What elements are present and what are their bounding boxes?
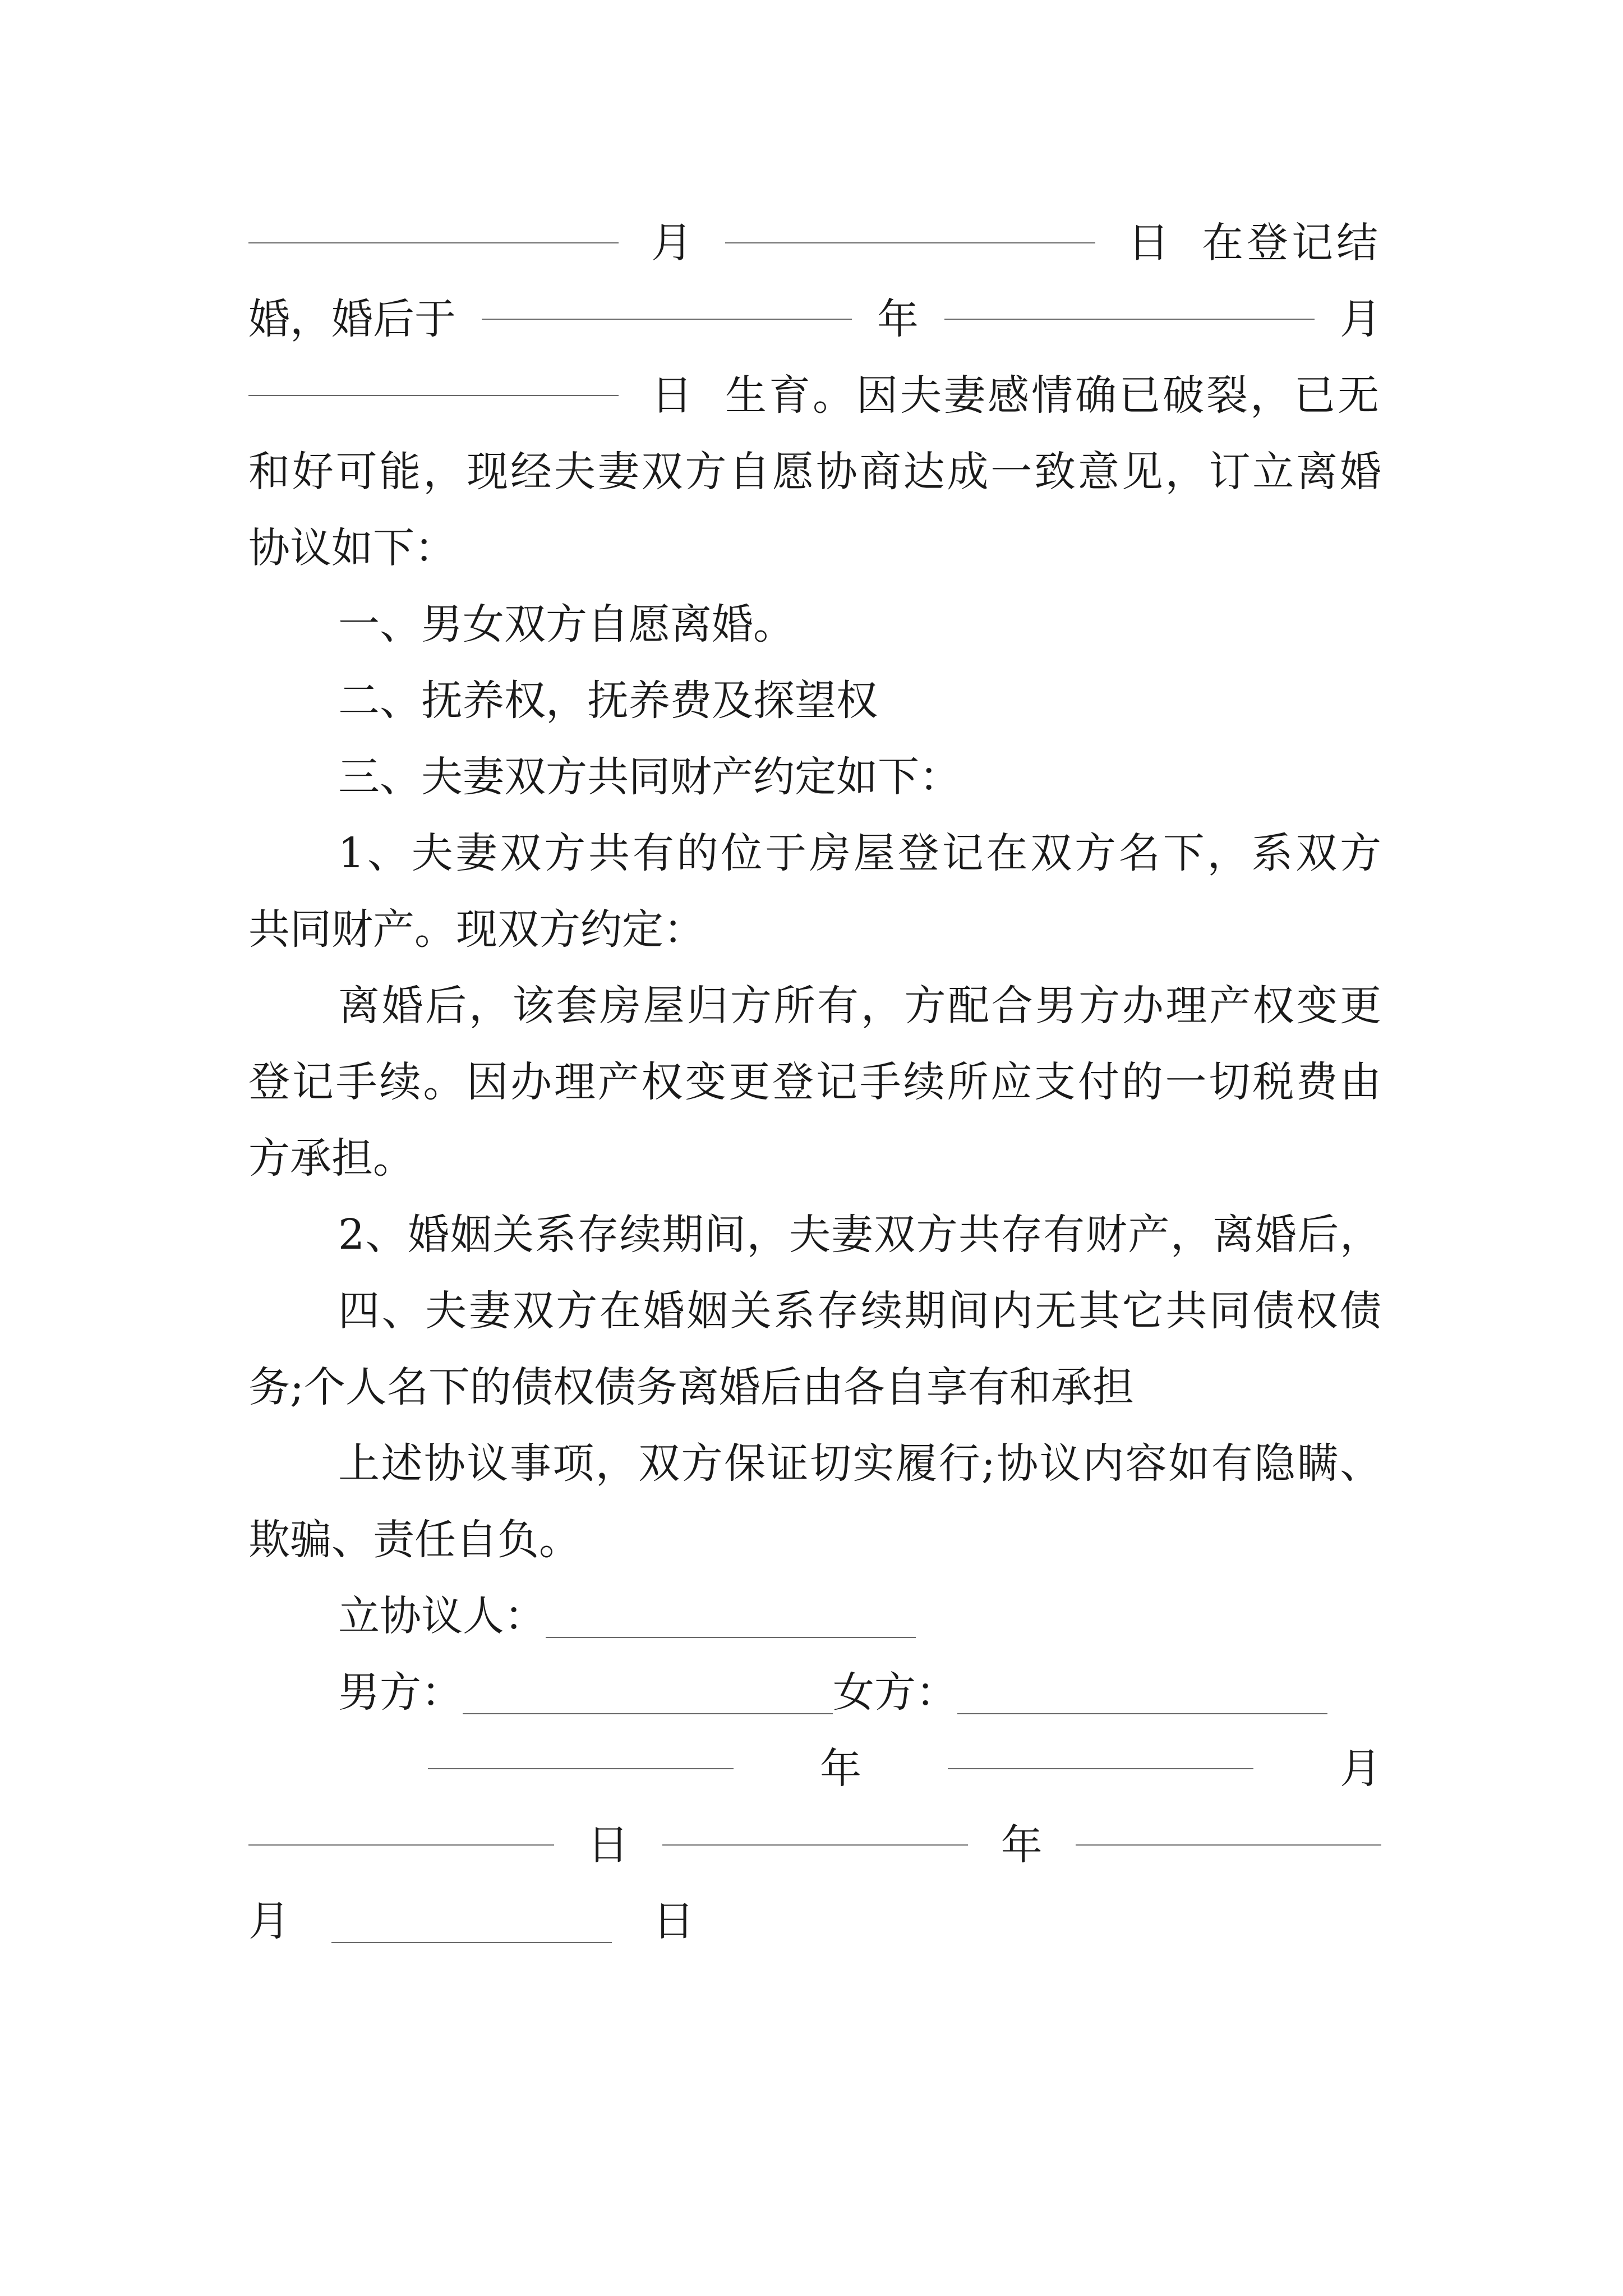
blank-field[interactable] xyxy=(428,1768,734,1769)
parties-line xyxy=(248,1662,1381,1723)
intro-line-3 xyxy=(248,365,1381,426)
male-label: 男方： xyxy=(338,1668,463,1717)
intro-line-4: 和好可能，现经夫妻双方自愿协商达成一致意见，订立离婚 xyxy=(248,448,1381,496)
year-label: 年 xyxy=(1000,1821,1043,1869)
clause-2: 二、抚养权，抚养费及探望权 xyxy=(338,677,878,725)
date-line-2 xyxy=(248,1814,1381,1876)
clause-3: 三、夫妻双方共同财产约定如下： xyxy=(338,753,961,801)
female-label: 女方： xyxy=(833,1668,957,1717)
date-line-3 xyxy=(248,1890,1381,1952)
clause-5: 上述协议事项，双方保证切实履行;协议内容如有隐瞒、 xyxy=(338,1439,1381,1488)
day-label: 日 xyxy=(651,371,693,420)
signatory-line xyxy=(248,1585,1381,1647)
clause-3-1-cont: 共同财产。现双方约定： xyxy=(248,905,705,954)
clause-3-1-house-end: 方承担。 xyxy=(248,1134,414,1182)
blank-field[interactable] xyxy=(331,1942,612,1943)
intro-line-1 xyxy=(248,212,1381,274)
clause-3-1-house: 离婚后，该套房屋归方所有，方配合男方办理产权变更 xyxy=(338,982,1381,1030)
blank-field[interactable] xyxy=(948,1768,1253,1769)
blank-field[interactable] xyxy=(248,242,619,243)
day-label: 日 xyxy=(1128,219,1169,267)
intro-line-5: 协议如下： xyxy=(248,524,456,572)
month-label: 月 xyxy=(248,1897,290,1945)
clause-3-1: 1、夫妻双方共有的位于房屋登记在双方名下，系双方 xyxy=(338,829,1381,877)
day-label: 日 xyxy=(653,1897,695,1945)
blank-field[interactable] xyxy=(248,395,619,396)
clause-3-2: 2、婚姻关系存续期间，夫妻双方共存有财产，离婚后， xyxy=(338,1211,1381,1259)
signatory-label: 立协议人： xyxy=(338,1592,546,1640)
month-label: 月 xyxy=(1340,295,1381,343)
clause-4-cont: 务;个人名下的债权债务离婚后由各自享有和承担 xyxy=(248,1363,1134,1411)
intro-text: 婚，婚后于 xyxy=(248,295,456,343)
male-blank[interactable] xyxy=(463,1713,833,1714)
year-label: 年 xyxy=(820,1745,861,1793)
month-label: 月 xyxy=(651,219,693,267)
intro-line-2 xyxy=(248,288,1381,350)
blank-field[interactable] xyxy=(944,319,1315,320)
clause-5-cont: 欺骗、责任自负。 xyxy=(248,1516,580,1564)
blank-field[interactable] xyxy=(482,319,852,320)
blank-field[interactable] xyxy=(725,242,1095,243)
blank-field[interactable] xyxy=(248,1844,554,1846)
female-blank[interactable] xyxy=(957,1713,1327,1714)
blank-field[interactable] xyxy=(1076,1844,1381,1846)
signatory-blank[interactable] xyxy=(546,1637,916,1638)
blank-field[interactable] xyxy=(662,1844,968,1846)
intro-text: 在登记结 xyxy=(1202,219,1381,267)
date-line-1 xyxy=(248,1738,1381,1800)
month-label: 月 xyxy=(1340,1745,1381,1793)
clause-4: 四、夫妻双方在婚姻关系存续期间内无其它共同债权债 xyxy=(338,1287,1381,1335)
clause-3-1-house-cont: 登记手续。因办理产权变更登记手续所应支付的一切税费由 xyxy=(248,1058,1381,1106)
clause-1: 一、男女双方自愿离婚。 xyxy=(338,600,795,648)
year-label: 年 xyxy=(877,295,919,343)
day-label: 日 xyxy=(587,1821,629,1869)
intro-text: 生育。因夫妻感情确已破裂，已无 xyxy=(725,371,1381,420)
